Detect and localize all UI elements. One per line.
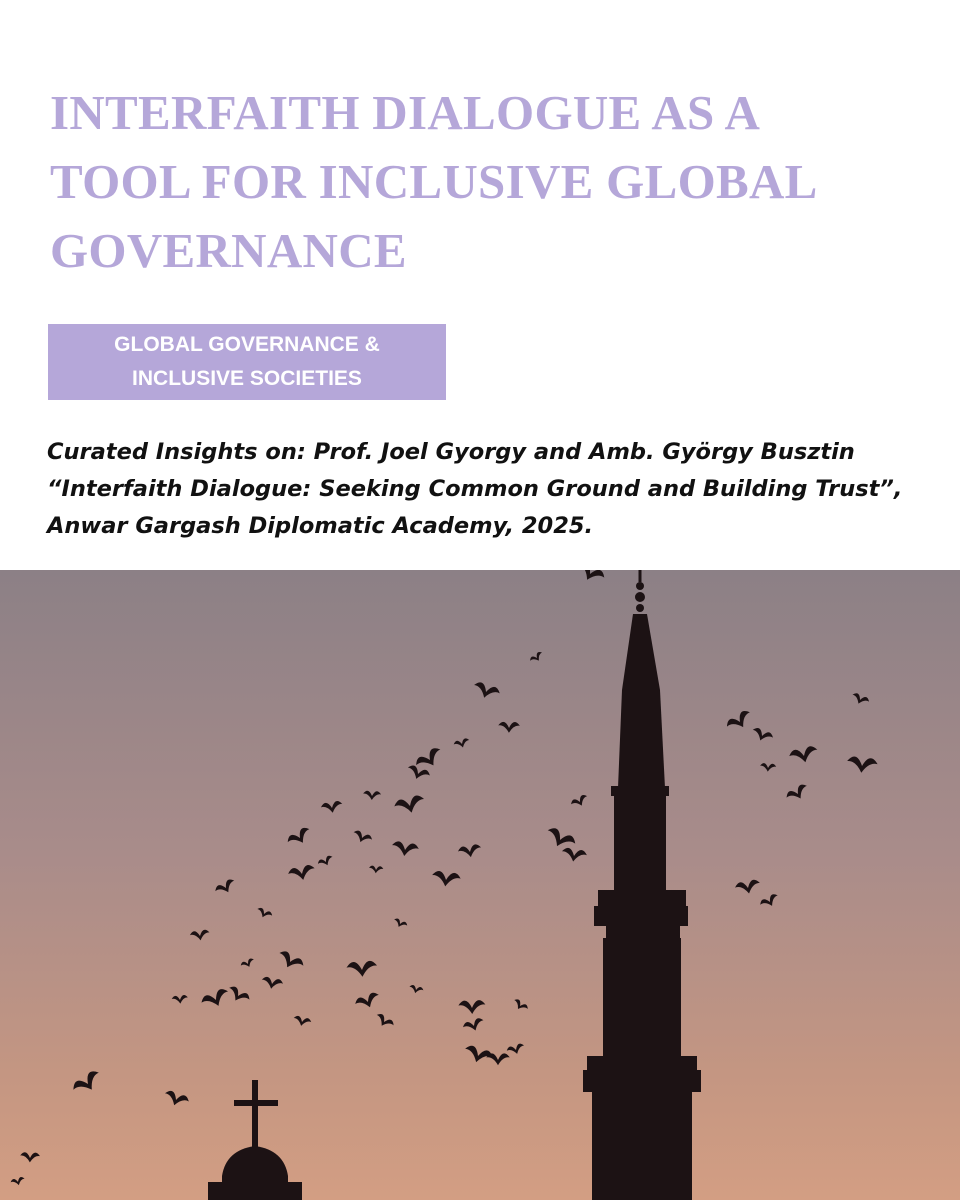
title-line-2: TOOL FOR INCLUSIVE GLOBAL xyxy=(50,154,818,209)
category-tag-line-1: GLOBAL GOVERNANCE & xyxy=(114,333,380,356)
caption-line-1: Curated Insights on: Prof. Joel Gyorgy and Amb. György Busztin xyxy=(47,439,855,465)
hero-photo xyxy=(0,570,960,1200)
category-tag-line-2: INCLUSIVE SOCIETIES xyxy=(132,367,362,390)
hero-photo-illustration xyxy=(0,570,960,1200)
title-line-3: GOVERNANCE xyxy=(50,223,407,278)
title-line-1: INTERFAITH DIALOGUE AS A xyxy=(50,85,761,140)
sky-background xyxy=(0,570,960,1200)
category-tag xyxy=(48,324,446,400)
caption-line-2: “Interfaith Dialogue: Seeking Common Ground and Building Trust”, xyxy=(47,476,903,502)
page-title xyxy=(50,78,920,285)
source-caption xyxy=(47,434,937,545)
caption-line-3: Anwar Gargash Diplomatic Academy, 2025. xyxy=(47,513,594,539)
